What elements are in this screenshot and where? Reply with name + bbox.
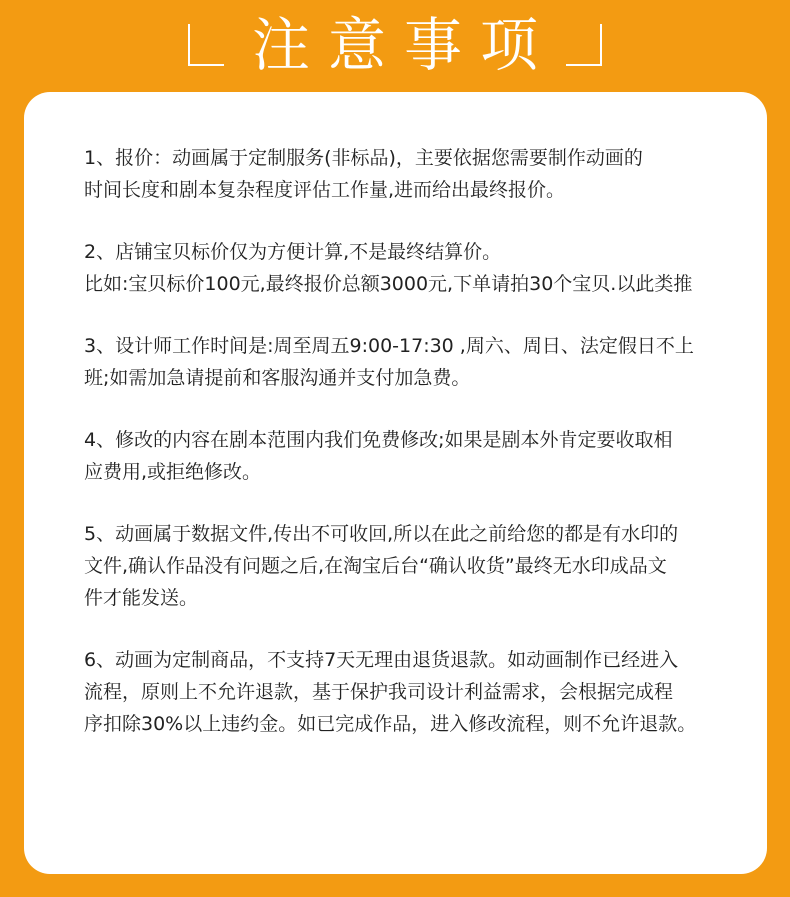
note-item-4 [84, 424, 744, 488]
note-item-5 [84, 518, 744, 614]
note-line: 4、修改的内容在剧本范围内我们免费修改;如果是剧本外肯定要收取相 [84, 429, 673, 451]
note-item-2 [84, 236, 744, 300]
note-line: 时间长度和剧本复杂程度评估工作量,进而给出最终报价。 [84, 179, 566, 201]
note-line: 5、动画属于数据文件,传出不可收回,所以在此之前给您的都是有水印的 [84, 523, 679, 545]
note-line: 流程，原则上不允许退款，基于保护我司设计利益需求，会根据完成程 [84, 681, 674, 703]
note-line: 3、设计师工作时间是:周至周五9:00-17:30 ,周六、周日、法定假日不上 [84, 335, 694, 357]
page-title: 注意事项 [251, 11, 556, 79]
note-line: 2、店铺宝贝标价仅为方便计算,不是最终结算价。 [84, 241, 502, 263]
note-item-1 [84, 142, 744, 206]
notes-list [84, 142, 744, 770]
note-line: 班;如需加急请提前和客服沟通并支付加急费。 [84, 367, 471, 389]
note-line: 1、报价：动画属于定制服务(非标品)，主要依据您需要制作动画的 [84, 147, 643, 169]
note-item-3 [84, 330, 744, 394]
note-line: 序扣除30%以上违约金。如已完成作品，进入修改流程，则不允许退款。 [84, 713, 697, 735]
note-line: 应费用,或拒绝修改。 [84, 461, 262, 483]
note-line: 6、动画为定制商品，不支持7天无理由退货退款。如动画制作已经进入 [84, 649, 679, 671]
note-line: 件才能发送。 [84, 587, 199, 609]
notes-card [24, 92, 767, 874]
title-bracket-right [566, 24, 602, 66]
header [0, 0, 790, 90]
note-line: 比如:宝贝标价100元,最终报价总额3000元,下单请拍30个宝贝.以此类推 [84, 273, 693, 295]
note-item-6 [84, 644, 744, 740]
note-line: 文件,确认作品没有问题之后,在淘宝后台“确认收货”最终无水印成品文 [84, 555, 667, 577]
